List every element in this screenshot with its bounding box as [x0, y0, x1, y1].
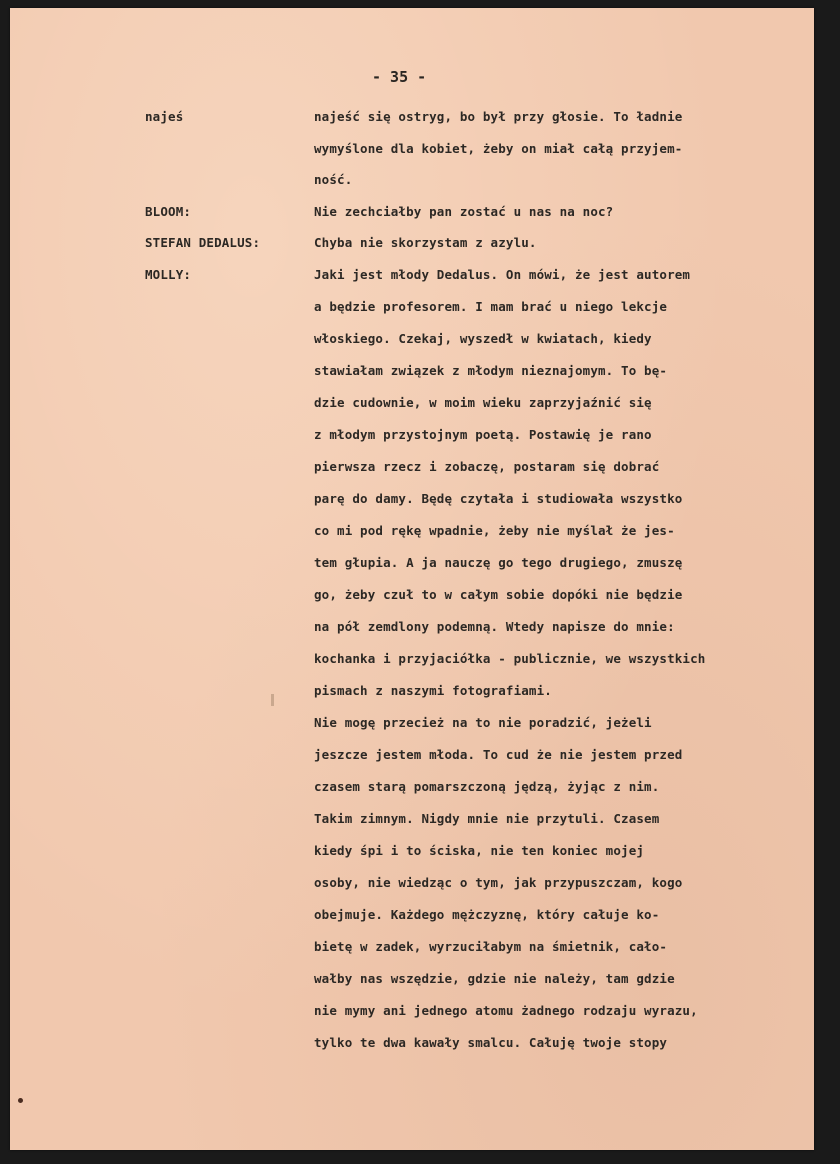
dialogue-text: osoby, nie wiedząc o tym, jak przypuszczam, kogo	[314, 875, 683, 890]
dialogue-text: jeszcze jestem młoda. To cud że nie jestem przed	[314, 747, 683, 762]
dialogue-text: ność.	[314, 172, 353, 187]
script-line	[0, 874, 840, 898]
script-line	[0, 203, 840, 227]
margin-mark	[271, 694, 274, 706]
dialogue-text: pierwsza rzecz i zobaczę, postaram się dobrać	[314, 459, 660, 474]
script-line	[0, 298, 840, 322]
page-number: - 35 -	[372, 68, 427, 86]
dialogue-text: bietę w zadek, wyrzuciłabym na śmietnik, cało-	[314, 939, 668, 954]
script-line	[0, 1002, 840, 1026]
dialogue-text: włoskiego. Czekaj, wyszedł w kwiatach, kiedy	[314, 331, 652, 346]
dialogue-text: pismach z naszymi fotografiami.	[314, 683, 552, 698]
dialogue-text: a będzie profesorem. I mam brać u niego lekcje	[314, 299, 668, 314]
dialogue-text: Nie mogę przecież na to nie poradzić, jeżeli	[314, 715, 652, 730]
script-line	[0, 426, 840, 450]
dialogue-text: dzie cudownie, w moim wieku zaprzyjaźnić się	[314, 395, 652, 410]
dialogue-text: na pół zemdlony podemną. Wtedy napisze do mnie:	[314, 619, 675, 634]
script-line	[0, 394, 840, 418]
script-line	[0, 362, 840, 386]
script-line	[0, 108, 840, 132]
script-line	[0, 458, 840, 482]
speaker-name: najeś	[145, 109, 184, 124]
dialogue-text: czasem starą pomarszczoną jędzą, żyjąc z nim.	[314, 779, 660, 794]
speaker-name: MOLLY:	[145, 267, 192, 282]
dialogue-text: Chyba nie skorzystam z azylu.	[314, 235, 537, 250]
script-line	[0, 330, 840, 354]
script-line	[0, 234, 840, 258]
script-line	[0, 1034, 840, 1058]
dialogue-text: tylko te dwa kawały smalcu. Całuję twoje stopy	[314, 1035, 668, 1050]
script-line	[0, 140, 840, 164]
dialogue-text: wałby nas wszędzie, gdzie nie należy, tam gdzie	[314, 971, 675, 986]
script-line	[0, 490, 840, 514]
dialogue-text: najeść się ostryg, bo był przy głosie. To ładnie	[314, 109, 683, 124]
dialogue-text: Nie zechciałby pan zostać u nas na noc?	[314, 204, 614, 219]
dialogue-text: go, żeby czuł to w całym sobie dopóki nie będzie	[314, 587, 683, 602]
dialogue-text: z młodym przystojnym poetą. Postawię je rano	[314, 427, 652, 442]
dialogue-text: Jaki jest młody Dedalus. On mówi, że jest autorem	[314, 267, 691, 282]
script-line	[0, 554, 840, 578]
paper-hole-mark	[18, 1098, 23, 1103]
script-line	[0, 906, 840, 930]
speaker-name: BLOOM:	[145, 204, 192, 219]
script-line	[0, 842, 840, 866]
script-line	[0, 682, 840, 706]
dialogue-text: tem głupia. A ja nauczę go tego drugiego, zmuszę	[314, 555, 683, 570]
dialogue-text: parę do damy. Będę czytała i studiowała wszystko	[314, 491, 683, 506]
script-line	[0, 266, 840, 290]
dialogue-text: co mi pod rękę wpadnie, żeby nie myślał że jes-	[314, 523, 675, 538]
script-line	[0, 778, 840, 802]
script-line	[0, 970, 840, 994]
script-line	[0, 938, 840, 962]
script-line	[0, 171, 840, 195]
speaker-name: STEFAN DEDALUS:	[145, 235, 261, 250]
dialogue-text: wymyślone dla kobiet, żeby on miał całą przyjem-	[314, 141, 683, 156]
dialogue-text: kochanka i przyjaciółka - publicznie, we wszystkich	[314, 651, 706, 666]
dialogue-text: nie mymy ani jednego atomu żadnego rodzaju wyrazu,	[314, 1003, 698, 1018]
dialogue-text: stawiałam związek z młodym nieznajomym. To bę-	[314, 363, 668, 378]
script-line	[0, 586, 840, 610]
script-line	[0, 650, 840, 674]
script-line	[0, 522, 840, 546]
dialogue-text: obejmuje. Każdego mężczyznę, który całuje ko-	[314, 907, 660, 922]
dialogue-text: Takim zimnym. Nigdy mnie nie przytuli. Czasem	[314, 811, 660, 826]
script-line	[0, 618, 840, 642]
script-line	[0, 810, 840, 834]
script-line	[0, 714, 840, 738]
dialogue-text: kiedy śpi i to ściska, nie ten koniec mojej	[314, 843, 645, 858]
script-line	[0, 746, 840, 770]
